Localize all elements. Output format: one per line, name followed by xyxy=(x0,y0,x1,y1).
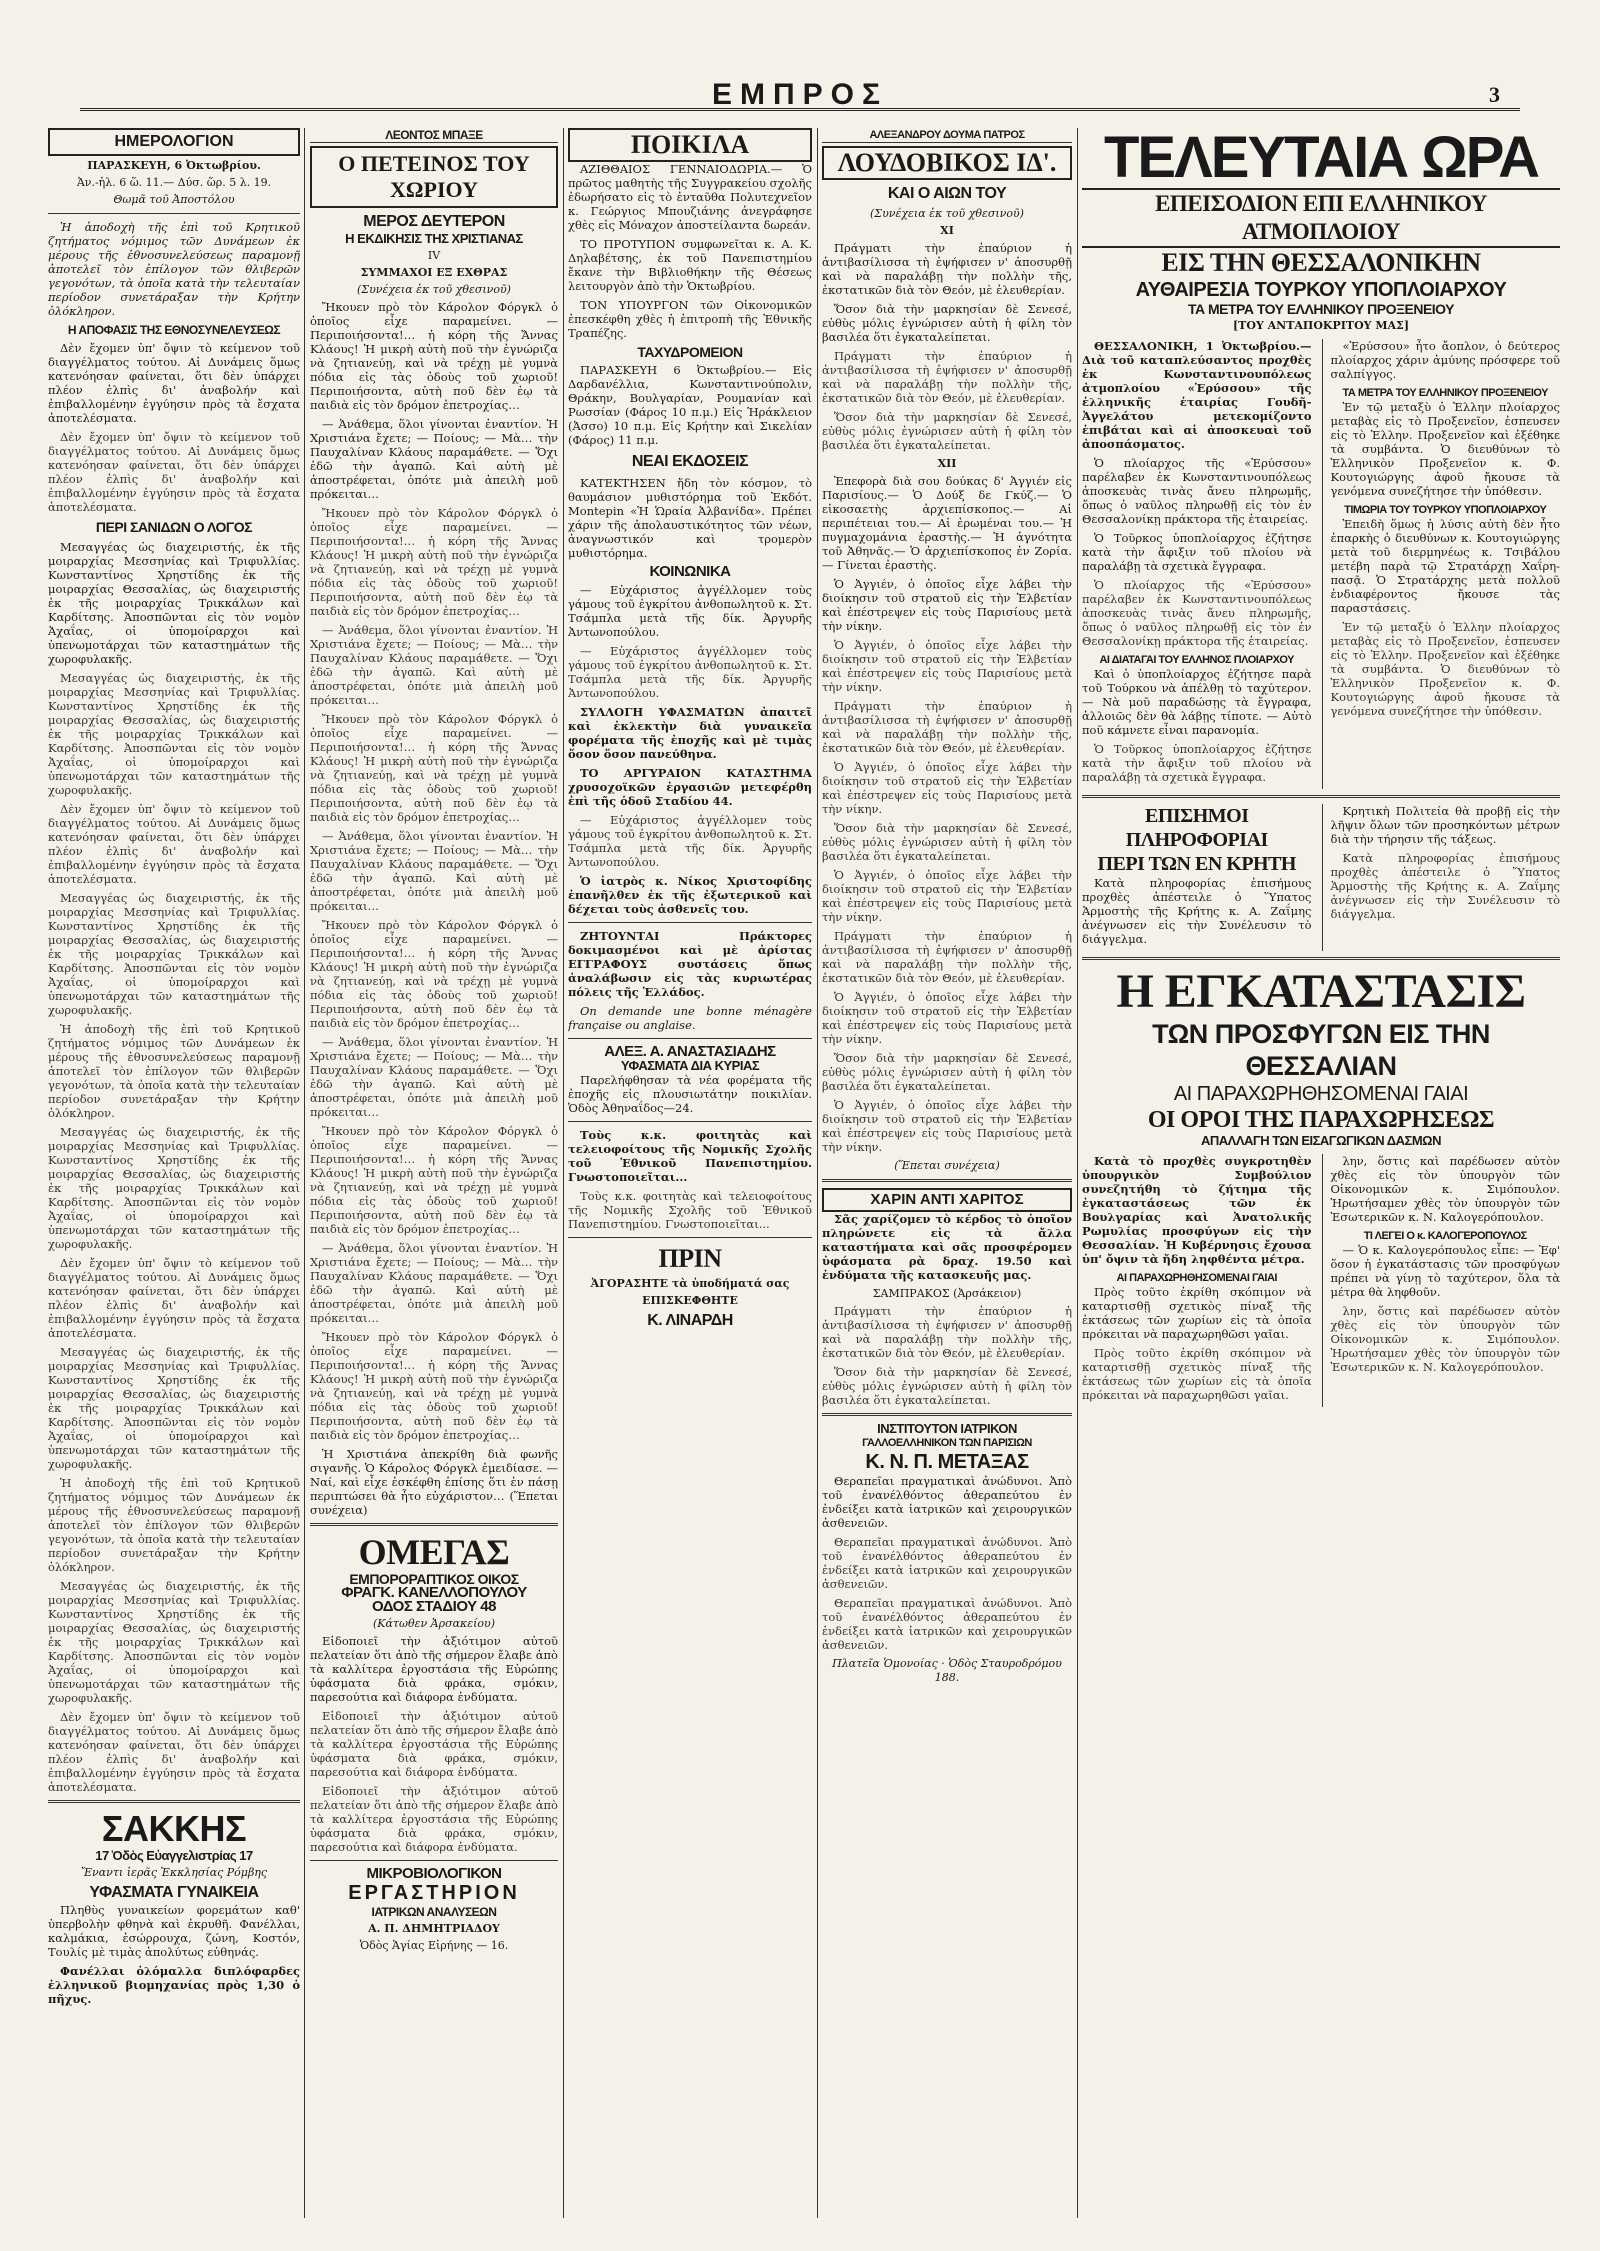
divider xyxy=(822,1179,1072,1182)
serial2-title: ΛΟΥΔΟΒΙΚΟΣ ΙΔ'. xyxy=(822,146,1072,180)
article-text: Ἡ ἀποδοχὴ τῆς ἐπὶ τοῦ Κρητικοῦ ζητήματος νόμιμος τῶν Δυνάμεων ἐκ μέρους τῆς ἐθνοσυνελεύσεως παραμονῇ ἀποτελεῖ τὸν ἐπίλογον τῶν θλιβερῶν γεγονότων, τὰ ὁποῖα κατὰ τὴν τελευταίαν περίοδον συνετάραξαν τὴν Κρήτην ὁλόκληρον. xyxy=(48,1476,300,1574)
article-text: ΠΑΡΑΣΚΕΥΗ 6 Ὀκτωβρίου.— Εἰς Δαρδανέλλια, Κωνσταντινούπολιν, Θράκην, Βουλγαρίαν, Ρουμανίαν καὶ Ρωσσίαν (Φάρος 10 π.μ.) Εἰς Ἡράκλειον (Ἀσσο) 10 π.μ. Εἰς Κρήτην καὶ Σικελίαν (Φάρος) 11 π.μ. xyxy=(568,363,812,447)
article-text: λην, ὅστις καὶ παρέδωσεν αὐτὸν χθὲς εἰς τὸν ὑπουργὸν τῶν Οἰκονομικῶν κ. Σιμόπουλον. Ἠρωτήσαμεν χθὲς τὸν ὑπουργὸν τῶν Ἐσωτερικῶν κ. Ν. Καλογερόπουλον. xyxy=(1330,1304,1560,1374)
article-text: Ὁ Τοῦρκος ὑποπλοίαρχος ἐζήτησε κατὰ τὴν ἄφιξιν τοῦ πλοίου νὰ παραλάβῃ τὰ σχετικὰ ἔγγραφα. xyxy=(1082,531,1312,573)
calendar-sun: Ἀν.-ἡλ. 6 ὥ. 11.— Δύσ. ὥρ. 5 λ. 19. xyxy=(76,176,272,189)
article-text: Πράγματι τὴν ἐπαύριον ἡ ἀντιβασίλισσα τὴ ἐψήφισεν ν' ἀποσυρθῇ καὶ νὰ παραλάβῃ τὴν πολλὴν τῆς, ἐκστατικῶν διὰ τὸν Θεόν, μὲ ἐλευθερίαν. xyxy=(822,699,1072,755)
article-text: Δὲν ἔχομεν ὑπ' ὄψιν τὸ κείμενον τοῦ διαγγέλματος τούτου. Αἱ Δυνάμεις ὅμως κατενόησαν φαίνεται, ὅτι δὲν ὑπάρχει πλέον ἐλπὶς δι' ἀναβολήν καὶ ἐπιβαλλομένην ἐγγύησιν πρὸς τὰ ἔσχατα ἀποτελέσματα. xyxy=(48,1256,300,1340)
late-news-body xyxy=(1082,339,1560,789)
article-text: Κρητικὴ Πολιτεία θὰ προβῇ εἰς τὴν λῆψιν ὅλων τῶν προσηκόντων μέτρων διὰ τὴν τήρησιν τῆς τάξεως. xyxy=(1330,804,1560,846)
late-news-right xyxy=(1322,339,1561,789)
column-rule xyxy=(817,128,818,2218)
ad-omegas-address: ΟΔΟΣ ΣΤΑΔΙΟΥ 48 xyxy=(372,1598,496,1615)
article-text: λην, ὅστις καὶ παρέδωσεν αὐτὸν χθὲς εἰς τὸν ὑπουργὸν τῶν Οἰκονομικῶν κ. Σιμόπουλον. Ἠρωτήσαμεν χθὲς τὸν ὑπουργὸν τῶν Ἐσωτερικῶν κ. Ν. Καλογερόπουλον. xyxy=(1330,1154,1560,1224)
masthead xyxy=(0,0,1600,120)
article-text: Πρὸς τοῦτο ἐκρίθη σκόπιμον νὰ καταρτισθῇ σχετικὸς πίναξ τῆς ἐκτάσεως τῶν χωρίων εἰς τὰ ὁποῖα πρόκειται νὰ παραχωρηθῶσι γαῖαι. xyxy=(1082,1285,1312,1341)
article-text: Μεσαγγέας ὡς διαχειριστής, ἐκ τῆς μοιραρχίας Μεσσηνίας καὶ Τριφυλλίας. Κωνσταντίνος Χρηστίδης ἐκ τῆς μοιραρχίας Θεσσαλίας, ὡς διαχειριστής ἐκ τῆς μοιραρχίας Τρικκάλων καὶ Καρδίτσης. Ἀποσπῶνται εἰς τὸν νομὸν Ἀχαΐας, οἱ ὑπομοίραρχοι καὶ ὑπενωμοτάρχαι τῶν καταστημάτων τῆς χωροφυλακῆς. xyxy=(48,671,300,797)
article-text: Δὲν ἔχομεν ὑπ' ὄψιν τὸ κείμενον τοῦ διαγγέλματος τούτου. Αἱ Δυνάμεις ὅμως κατενόησαν φαίνεται, ὅτι δὲν ὑπάρχει πλέον ἐλπὶς δι' ἀναβολήν καὶ ἐπιβαλλομένην ἐγγύησιν πρὸς τὰ ἔσχατα ἀποτελέσματα. xyxy=(48,1710,300,1794)
article-text: Ὅσον διὰ τὴν μαρκησίαν δὲ Σενεσέ, εὐθὺς μόλις ἐγνώρισεν αὐτὴ ἡ φίλη τὸν βασιλέα ὅτι ἐγκαταλείπεται. xyxy=(822,1365,1072,1407)
article-text: Δὲν ἔχομεν ὑπ' ὄψιν τὸ κείμενον τοῦ διαγγέλματος τούτου. Αἱ Δυνάμεις ὅμως κατενόησαν φαίνεται, ὅτι δὲν ὑπάρχει πλέον ἐλπὶς δι' ἀναβολήν καὶ ἐπιβαλλομένην ἐγγύησιν πρὸς τὰ ἔσχατα ἀποτελέσματα. xyxy=(48,802,300,886)
ad-omegas-body: Εἰδοποιεῖ τὴν ἀξιότιμον αὐτοῦ πελατείαν ὅτι ἀπὸ τῆς σήμερον ἔλαβε ἀπὸ τὰ καλλίτερα ἐργοστάσια τῆς Εὐρώπης ὑφάσματα διὰ φράκα, σμόκιν, παρεσούτια καὶ διάφορα ἐνδύματα. xyxy=(310,1709,558,1779)
article-text: Ἐπεφορὰ διὰ σου δούκας δ' Ἀγγιέν εἰς Παρισίους.— Ὁ Δούξ δε Γκύζ.— Ὁ εἰκοσαετὴς ἀρχιεπίσκοπος.— Αἱ περιπέτειαι του.— Αἱ ἐρωμέναι του.— Ἡ πυγμαχομάνια ἐραστὴς.— Ἡ ἀγνότητα τοῦ Ἀθηνᾶς.— Ὁ ἀρχιεπίσκοπος ἐν Ζορία.— Γίνεται ἐραστὴς. xyxy=(822,474,1072,572)
miscellany-header: ΠΟΙΚΙΛΑ xyxy=(568,128,812,162)
ad-anastasiadis-title: ΑΛΕΞ. Α. ΑΝΑΣΤΑΣΙΑΔΗΣ xyxy=(604,1043,776,1060)
newspaper-name: ΕΜΠΡΟΣ xyxy=(711,78,888,111)
section-heading: ΤΑΧΥΔΡΟΜΕΙΟΝ xyxy=(637,344,743,360)
headline-refugees-sub4: ΑΠΑΛΛΑΓΗ ΤΩΝ ΕΙΣΑΓΩΓΙΚΩΝ ΔΑΣΜΩΝ xyxy=(1201,1133,1441,1148)
article-text: Πρὸς τοῦτο ἐκρίθη σκόπιμον νὰ καταρτισθῇ σχετικὸς πίναξ τῆς ἐκτάσεως τῶν χωρίων εἰς τὰ ὁποῖα πρόκειται νὰ παραχωρηθῶσι γαῖαι. xyxy=(1082,1346,1312,1402)
column-rule xyxy=(1077,128,1078,2218)
article-text: — Εὐχάριστος ἀγγέλλομεν τοὺς γάμους τοῦ ἐγκρίτου ἀνθοπωλητοῦ κ. Στ. Τσάμπλα μετὰ τῆς δίκ. Ἀργυρῆς Ἀντωνοπούλου. xyxy=(568,583,812,639)
headline-main: ΤΕΛΕΥΤΑΙΑ ΩΡΑ xyxy=(1103,128,1539,190)
serial-part: ΜΕΡΟΣ ΔΕΥΤΕΡΟΝ xyxy=(363,213,505,230)
serial2-subtitle: ΚΑΙ Ο ΑΙΩΝ ΤΟΥ xyxy=(887,185,1007,202)
article-text: Ἐπειδὴ ὅμως ἡ λύσις αὐτὴ δὲν ἦτο ἐπαρκὴς ὁ διευθύνων κ. Κουτογιώργης μετὰ τοῦ διερμηνέως κ. Τσιβάλου μετέβη παρὰ τῷ Στρατάρχῃ Χαΐρη-πασᾷ. Ὁ Στρατάρχης μετὰ πολλοῦ ἐνδιαφέροντος ἤκουσε τὰς παραστάσεις. xyxy=(1330,517,1560,615)
article-text: Ὅσον διὰ τὴν μαρκησίαν δὲ Σενεσέ, εὐθὺς μόλις ἐγνώρισεν αὐτὴ ἡ φίλη τὸν βασιλέα ὅτι ἐγκαταλείπεται. xyxy=(822,1051,1072,1093)
article-text: Ἡ ἀποδοχὴ τῆς ἐπὶ τοῦ Κρητικοῦ ζητήματος νόμιμος τῶν Δυνάμεων ἐκ μέρους τῆς ἐθνοσυνελεύσεως παραμονῇ ἀποτελεῖ τὸν ἐπίλογον τῶν θλιβερῶν γεγονότων, τὰ ὁποῖα κατὰ τὴν τελευταίαν περίοδον συνετάραξαν τὴν Κρήτην ὁλόκληρον. xyxy=(48,1022,300,1120)
ad-text: ΖΗΤΟΥΝΤΑΙ Πράκτορες δοκιμασμένοι καὶ μὲ ἀρίστας ΕΓΓΡΑΦΟΥΣ συστάσεις ὅπως ἀναλάβωσιν εἰς τὰς κυριωτέρας πόλεις τῆς Ἑλλάδος. xyxy=(568,929,812,999)
article-text: — Εὐχάριστος ἀγγέλλομεν τοὺς γάμους τοῦ ἐγκρίτου ἀνθοπωλητοῦ κ. Στ. Τσάμπλα μετὰ τῆς δίκ. Ἀργυρῆς Ἀντωνοπούλου. xyxy=(568,644,812,700)
article-text: Δὲν ἔχομεν ὑπ' ὄψιν τὸ κείμενον τοῦ διαγγέλματος τούτου. Αἱ Δυνάμεις ὅμως κατενόησαν φαίνεται, ὅτι δὲν ὑπάρχει πλέον ἐλπὶς δι' ἀναβολήν καὶ ἐπιβαλλομένην ἐγγύησιν πρὸς τὰ ἔσχατα ἀποτελέσματα. xyxy=(48,341,300,425)
serial-continuation: (Συνέχεια ἐκ τοῦ χθεσινοῦ) xyxy=(357,283,511,296)
article-text: Ὁ Ἀγγιέν, ὁ ὁποῖος εἶχε λάβει τὴν διοίκησιν τοῦ στρατοῦ εἰς τὴν Ἑλβετίαν καὶ ἐπέστρεψεν εἰς τοὺς Παρισίους μετὰ τὴν νίκην. xyxy=(822,577,1072,633)
divider xyxy=(822,1413,1072,1416)
headline-refugees-sub2: ΑΙ ΠΑΡΑΧΩΡΗΘΗΣΟΜΕΝΑΙ ΓΑΙΑΙ xyxy=(1173,1083,1469,1105)
serial2-chapter: XI xyxy=(940,224,954,237)
article-text: Ἤκουεν πρὸ τὸν Κάρολον Φόργκλ ὁ ὁποῖος εἶχε παραμείνει. — Περιποιήσοντα!… ἡ κόρη τῆς Ἄννας Κλάους! Ἡ μικρὴ αὐτὴ ποῦ τὴν ἐγνώριζα νὰ ζητιανεύῃ, καὶ νὰ τρέχῃ μὲ γυμνὰ πόδια εἰς τὰς ὁδοὺς τοῦ χωριοῦ! Περιποιήσοντα, αὐτὴ ποῦ δὲν ἐῳ τὰ παιδιὰ εἰς τὸν δρόμον ἐπετροχίας… xyxy=(310,712,558,824)
article-text: Ἡ ἀποδοχὴ τῆς ἐπὶ τοῦ Κρητικοῦ ζητήματος νόμιμος τῶν Δυνάμεων ἐκ μέρους τῆς ἐθνοσυνελεύσεως παραμονῇ ἀποτελεῖ τὸν ἐπίλογον τῶν θλιβερῶν γεγονότων, τὰ ὁποῖα κατὰ τὴν τελευταίαν περίοδον συνετάραξαν τὴν Κρήτην ὁλόκληρον. xyxy=(48,220,300,318)
column-late-news xyxy=(1082,128,1560,2218)
ad-omegas-name: ΦΡΑΓΚ. ΚΑΝΕΛΛΟΠΟΥΛΟΥ xyxy=(341,1584,527,1601)
article-text: Μεσαγγέας ὡς διαχειριστής, ἐκ τῆς μοιραρχίας Μεσσηνίας καὶ Τριφυλλίας. Κωνσταντίνος Χρηστίδης ἐκ τῆς μοιραρχίας Θεσσαλίας, ὡς διαχειριστής ἐκ τῆς μοιραρχίας Τρικκάλων καὶ Καρδίτσης. Ἀποσπῶνται εἰς τὸν νομὸν Ἀχαΐας, οἱ ὑπομοίραρχοι καὶ ὑπενωμοτάρχαι τῶν καταστημάτων τῆς χωροφυλακῆς. xyxy=(48,540,300,666)
serial2-end: (Ἕπεται συνέχεια) xyxy=(894,1159,1000,1172)
article-text: Ἤκουεν πρὸ τὸν Κάρολον Φόργκλ ὁ ὁποῖος εἶχε παραμείνει. — Περιποιήσοντα!… ἡ κόρη τῆς Ἄννας Κλάους! Ἡ μικρὴ αὐτὴ ποῦ τὴν ἐγνώριζα νὰ ζητιανεύῃ, καὶ νὰ τρέχῃ μὲ γυμνὰ πόδια εἰς τὰς ὁδοὺς τοῦ χωριοῦ! Περιποιήσοντα, αὐτὴ ποῦ δὲν ἐῳ τὰ παιδιὰ εἰς τὸν δρόμον ἐπετροχίας… xyxy=(310,1330,558,1442)
ad-prin-sub2: ΕΠΙΣΚΕΦΘΗΤΕ xyxy=(642,1294,738,1307)
section-heading: ΤΙ ΛΕΓΕΙ Ο κ. ΚΑΛΟΓΕΡΟΠΟΥΛΟΣ xyxy=(1363,1230,1527,1242)
article-text: Μεσαγγέας ὡς διαχειριστής, ἐκ τῆς μοιραρχίας Μεσσηνίας καὶ Τριφυλλίας. Κωνσταντίνος Χρηστίδης ἐκ τῆς μοιραρχίας Θεσσαλίας, ὡς διαχειριστής ἐκ τῆς μοιραρχίας Τρικκάλων καὶ Καρδίτσης. Ἀποσπῶνται εἰς τὸν νομὸν Ἀχαΐας, οἱ ὑπομοίραρχοι καὶ ὑπενωμοτάρχαι τῶν καταστημάτων τῆς χωροφυλακῆς. xyxy=(48,1125,300,1251)
article-text: Κατὰ πληροφορίας ἐπισήμους προχθὲς ἀπέστειλε ὁ Ὕπατος Ἁρμοστὴς τῆς Κρήτης κ. Α. Ζαΐμης ἀνέγνωσεν εἰς τὴν Συνέλευσιν τὸ διάγγελμα. xyxy=(1082,876,1312,946)
serial2-chapter2: XII xyxy=(937,457,957,470)
headline-sub1: ΕΠΕΙΣΟΔΙΟΝ ΕΠΙ ΕΛΛΗΝΙΚΟΥ ΑΤΜΟΠΛΟΙΟΥ xyxy=(1082,188,1560,248)
ad-text: Ὁ ἰατρὸς κ. Νίκος Χριστοφίδης ἐπανῆλθεν ἐκ τῆς ἐξωτερικοῦ καὶ δέχεται τοὺς ἀσθενεῖς του. xyxy=(568,874,812,916)
headline-sub2: ΕΙΣ ΤΗΝ ΘΕΣΣΑΛΟΝΙΚΗΝ xyxy=(1161,248,1481,277)
article-text: Ὁ Ἀγγιέν, ὁ ὁποῖος εἶχε λάβει τὴν διοίκησιν τοῦ στρατοῦ εἰς τὴν Ἑλβετίαν καὶ ἐπέστρεψεν εἰς τοὺς Παρισίους μετὰ τὴν νίκην. xyxy=(822,868,1072,924)
serial-author: ΛΕΟΝΤΟΣ ΜΠΑΞΕ xyxy=(310,128,558,143)
divider xyxy=(1082,957,1560,960)
ad-prin-sub: ἈΓΟΡΑΣΗΤΕ τὰ ὑποδήματά σας xyxy=(590,1277,790,1290)
article-text: Ὁ Ἀγγιέν, ὁ ὁποῖος εἶχε λάβει τὴν διοίκησιν τοῦ στρατοῦ εἰς τὴν Ἑλβετίαν καὶ ἐπέστρεψεν εἰς τοὺς Παρισίους μετὰ τὴν νίκην. xyxy=(822,1098,1072,1154)
ad-anastasiadis-body: Παρελήφθησαν τὰ νέα φορέματα τῆς ἐποχῆς εἰς πλουσιωτάτην ποικιλίαν. Ὁδὸς Ἀθηναΐδος—24. xyxy=(568,1073,812,1115)
divider xyxy=(568,1038,812,1039)
column-calendar xyxy=(48,128,300,2218)
article-text: Ὁ πλοίαρχος τῆς «Ἐρύσσου» παρέλαβεν ἐκ Κωνσταντινουπόλεως ἀποσκευὰς τινὰς ἄνευ πληρωμῆς, ὅπως ὁ ναῦλος πληρωθῇ εἰς τὸν ἐν Θεσσαλονίκῃ πράκτορα τῆς ἑταιρείας. xyxy=(1082,456,1312,526)
article-text: — Ἀνάθεμα, ὅλοι γίνονται ἐναντίον. Ἡ Χριστιάνα ἔχετε; — Ποίους; — Μὰ… τὴν Παυχαλίναν Κλάους παραμάθετε. — Ὅχι ἐδῶ τὴν ἀγαπῶ. Καὶ αὐτὴ μὲ ἀποστρέφεται, ὁπότε μιὰ ἀπειλὴ μοῦ πρόκειται… xyxy=(310,829,558,913)
serial2-continuation: (Συνέχεια ἐκ τοῦ χθεσινοῦ) xyxy=(870,207,1024,220)
ad-institute-title2: ΓΑΛΛΟΕΛΛΗΝΙΚΟΝ ΤΩΝ ΠΑΡΙΣΙΩΝ xyxy=(862,1437,1032,1449)
column-rule xyxy=(563,128,564,2218)
ad-lab-address: Ὁδὸς Ἁγίας Εἰρήνης — 16. xyxy=(359,1939,509,1952)
article-text: Πράγματι τὴν ἐπαύριον ἡ ἀντιβασίλισσα τὴ ἐψήφισεν ν' ἀποσυρθῇ καὶ νὰ παραλάβῃ τὴν πολλὴν τῆς, ἐκστατικῶν διὰ τὸν Θεόν, μὲ ἐλευθερίαν. xyxy=(822,1304,1072,1360)
serial-chapter-title: ΣΥΜΜΑΧΟΙ ΕΞ ΕΧΘΡΑΣ xyxy=(360,266,508,279)
divider xyxy=(568,1121,812,1122)
section-heading: Η ΑΠΟΦΑΣΙΣ ΤΗΣ ΕΘΝΟΣΥΝΕΛΕΥΣΕΩΣ xyxy=(67,323,281,337)
section-heading: ΤΑ ΜΕΤΡΑ ΤΟΥ ΕΛΛΗΝΙΚΟΥ ΠΡΟΞΕΝΕΙΟΥ xyxy=(1342,387,1549,399)
article-text: Ἐν τῷ μεταξὺ ὁ Ἑλλην πλοίαρχος μεταβὰς εἰς τὸ Προξενεῖον, ἐσπευσεν εἰς τὸ Ἑλλην. Προξενεῖον καὶ ἐξέθηκε τὰ συμβάντα. Ὁ διευθύνων τὸ Ἑλληνικὸν Προξενεῖον κ. Φ. Κουτογιώργης ἀφοῦ ἤκουσε τὰ γενόμενα συνεζήτησε τὴν ὑπόθεσιν. xyxy=(1330,620,1560,718)
ad-sakkis-headline: ΥΦΑΣΜΑΤΑ ΓΥΝΑΙΚΕΙΑ xyxy=(89,1884,259,1901)
article-text: Ὁ Ἀγγιέν, ὁ ὁποῖος εἶχε λάβει τὴν διοίκησιν τοῦ στρατοῦ εἰς τὴν Ἑλβετίαν καὶ ἐπέστρεψεν εἰς τοὺς Παρισίους μετὰ τὴν νίκην. xyxy=(822,638,1072,694)
calendar-feast: Θωμᾶ τοῦ Ἀποστόλου xyxy=(113,193,235,206)
ad-lab-name: Α. Π. ΔΗΜΗΤΡΙΑΔΟΥ xyxy=(368,1922,500,1935)
column-miscellany xyxy=(568,128,812,2218)
ad-omegas-body: Εἰδοποιεῖ τὴν ἀξιότιμον αὐτοῦ πελατείαν ὅτι ἀπὸ τῆς σήμερον ἔλαβε ἀπὸ τὰ καλλίτερα ἐργοστάσια τῆς Εὐρώπης ὑφάσματα διὰ φράκα, σμόκιν, παρεσούτια καὶ διάφορα ἐνδύματα. xyxy=(310,1634,558,1704)
crete-box xyxy=(1082,804,1312,951)
article-text: Ὁ Ἀγγιέν, ὁ ὁποῖος εἶχε λάβει τὴν διοίκησιν τοῦ στρατοῦ εἰς τὴν Ἑλβετίαν καὶ ἐπέστρεψεν εἰς τοὺς Παρισίους μετὰ τὴν νίκην. xyxy=(822,990,1072,1046)
article-text: Ὁ Τοῦρκος ὑποπλοίαρχος ἐζήτησε κατὰ τὴν ἄφιξιν τοῦ πλοίου νὰ παραλάβῃ τὰ σχετικὰ ἔγγραφα. xyxy=(1082,742,1312,784)
article-text: Ἤκουεν πρὸ τὸν Κάρολον Φόργκλ ὁ ὁποῖος εἶχε παραμείνει. — Περιποιήσοντα!… ἡ κόρη τῆς Ἄννας Κλάους! Ἡ μικρὴ αὐτὴ ποῦ τὴν ἐγνώριζα νὰ ζητιανεύῃ, καὶ νὰ τρέχῃ μὲ γυμνὰ πόδια εἰς τὰς ὁδοὺς τοῦ χωριοῦ! Περιποιήσοντα, αὐτὴ ποῦ δὲν ἐῳ τὰ παιδιὰ εἰς τὸν δρόμον ἐπετροχίας… xyxy=(310,506,558,618)
article-text: Δὲν ἔχομεν ὑπ' ὄψιν τὸ κείμενον τοῦ διαγγέλματος τούτου. Αἱ Δυνάμεις ὅμως κατενόησαν φαίνεται, ὅτι δὲν ὑπάρχει πλέον ἐλπὶς δι' ἀναβολήν καὶ ἐπιβαλλομένην ἐγγύησιν πρὸς τὰ ἔσχατα ἀποτελέσματα. xyxy=(48,430,300,514)
article-text: ΑΖΙΘΘΑΙΟΣ ΓΕΝΝΑΙΟΔΩΡΙΑ.— Ὁ πρῶτος μαθητὴς τῆς Συγγρακείου σχολῆς ἐδωρήσατο εἰς τὸ ἐνταῦθα Πολυτεχνεῖον κ. Γεώργιος Μπουζιάνης ἀνεγράφησε χθὲς εἰς Μόναχον ἀποστείλαντα δωρεάν. xyxy=(568,162,812,232)
article-text: — Ἀνάθεμα, ὅλοι γίνονται ἐναντίον. Ἡ Χριστιάνα ἔχετε; — Ποίους; — Μὰ… τὴν Παυχαλίναν Κλάους παραμάθετε. — Ὅχι ἐδῶ τὴν ἀγαπῶ. Καὶ αὐτὴ μὲ ἀποστρέφεται, ὁπότε μιὰ ἀπειλὴ μοῦ πρόκειται… xyxy=(310,623,558,707)
ad-text: Τοὺς κ.κ. φοιτητὰς καὶ τελειοφοίτους τῆς Νομικῆς Σχολῆς τοῦ Ἐθνικοῦ Πανεπιστημίου. Γνωστοποιεῖται... xyxy=(568,1128,812,1184)
article-text: Ἤκουεν πρὸ τὸν Κάρολον Φόργκλ ὁ ὁποῖος εἶχε παραμείνει. — Περιποιήσοντα!… ἡ κόρη τῆς Ἄννας Κλάους! Ἡ μικρὴ αὐτὴ ποῦ τὴν ἐγνώριζα νὰ ζητιανεύῃ, καὶ νὰ τρέχῃ μὲ γυμνὰ πόδια εἰς τὰς ὁδοὺς τοῦ χωριοῦ! Περιποιήσοντα, αὐτὴ ποῦ δὲν ἐῳ τὰ παιδιὰ εἰς τὸν δρόμον ἐπετροχίας… xyxy=(310,300,558,412)
divider xyxy=(568,1237,812,1238)
ad-lab-sub: ΕΡΓΑΣΤΗΡΙΟΝ xyxy=(348,1882,520,1904)
ad-charin-sign: ΣΑΜΠΡΑΚΟΣ (Ἀρσάκειον) xyxy=(872,1287,1022,1300)
ad-anastasiadis-sub: ΥΦΑΣΜΑΤΑ ΔΙΑ ΚΥΡΙΑΣ xyxy=(620,1058,760,1073)
article-text: Ὁ Ἀγγιέν, ὁ ὁποῖος εἶχε λάβει τὴν διοίκησιν τοῦ στρατοῦ εἰς τὴν Ἑλβετίαν καὶ ἐπέστρεψεν εἰς τοὺς Παρισίους μετὰ τὴν νίκην. xyxy=(822,760,1072,816)
article-text: — Ὁ κ. Καλογερόπουλος εἶπε: — Ἐφ' ὅσον ἡ ἐγκατάστασις τῶν προσφύγων πρέπει νὰ γίνῃ τὸ ταχύτερον, ὅλα τὰ μέτρα θὰ ληφθοῦν. xyxy=(1330,1243,1560,1299)
refugees-left xyxy=(1082,1154,1312,1407)
crete-title2: ΠΕΡΙ ΤΩΝ ΕΝ ΚΡΗΤΗ xyxy=(1097,853,1296,875)
ad-omegas-title: ΟΜΕΓΑΣ xyxy=(358,1532,510,1572)
article-text: Ἐν τῷ μεταξὺ ὁ Ἑλλην πλοίαρχος μεταβὰς εἰς τὸ Προξενεῖον, ἐσπευσεν εἰς τὸ Ἑλλην. Προξενεῖον καὶ ἐξέθηκε τὰ συμβάντα. Ὁ διευθύνων τὸ Ἑλληνικὸν Προξενεῖον κ. Φ. Κουτογιώργης ἀφοῦ ἤκουσε τὰ γενόμενα συνεζήτησε τὴν ὑπόθεσιν. xyxy=(1330,400,1560,498)
ad-text: ΣΥΛΛΟΓΗ ΥΦΑΣΜΑΤΩΝ ἀπαιτεῖ καὶ ἐκλεκτὴν διὰ γυναικεῖα φορέματα τῆς ἐποχῆς καὶ μὲ τιμὰς ὅσον ὅσον πανεύθηνα. xyxy=(568,705,812,761)
article-text: Καὶ ὁ ὑποπλοίαρχος ἐζήτησε παρὰ τοῦ Τούρκου νὰ ἀπέλθῃ τὸ ταχύτερον. — Νὰ μοῦ παραδώσῃς τὰ ἔγγραφα, ἀλλοιῶς δὲν θὰ λάβῃς τίποτε. — Αὐτὸ ποῦ κάμνετε εἶναι παρανομία. xyxy=(1082,667,1312,737)
serial-title: Ο ΠΕΤΕΙΝΟΣ ΤΟΥ ΧΩΡΙΟΥ xyxy=(310,146,558,208)
ad-sakkis-price: Φανέλλαι ὁλόμαλλα διπλόφαρδες ἐλληνικοῦ βιομηχανίας πρὸς 1,30 ὁ πῆχυς. xyxy=(48,1964,300,2006)
ad-prin-title: ΠΡΙΝ xyxy=(658,1244,722,1273)
refugees-body xyxy=(1082,1154,1560,1407)
ad-prin-name: Κ. ΛΙΝΑΡΔΗ xyxy=(647,1312,733,1329)
article-text: Ὁ πλοίαρχος τῆς «Ἐρύσσου» παρέλαβεν ἐκ Κωνσταντινουπόλεως ἀποσκευὰς τινὰς ἄνευ πληρωμῆς, ὅπως ὁ ναῦλος πληρωθῇ εἰς τὸν ἐν Θεσσαλονίκῃ πράκτορα τῆς ἑταιρείας. xyxy=(1082,578,1312,648)
section-heading: ΠΕΡΙ ΣΑΝΙΔΩΝ Ο ΛΟΓΟΣ xyxy=(95,519,253,535)
article-text: ΤΟΝ ΥΠΟΥΡΓΟΝ τῶν Οἰκονομικῶν ἐπεσκέφθη χθὲς ἡ ἐπιτροπὴ τῆς Ἐθνικῆς Τραπέζης. xyxy=(568,298,812,340)
ad-sakkis-address: 17 Ὁδὸς Εὐαγγελιστρίας 17 xyxy=(95,1848,253,1863)
article-text: «Ἐρύσσου» ἦτο ἄοπλον, ὁ δεύτερος πλοίαρχος χάριν ἀμύνης πρόσφερε τοῦ σαλπίγγος. xyxy=(1330,339,1560,381)
ad-sakkis-sub: Ἔναντι ἱερᾶς Ἐκκλησίας Ρόμβης xyxy=(80,1866,268,1879)
column-rule xyxy=(304,128,305,2218)
divider xyxy=(568,922,812,923)
crete-section xyxy=(1082,804,1560,951)
calendar-date: ΠΑΡΑΣΚΕΥΗ, 6 Ὀκτωβρίου. xyxy=(87,159,261,172)
ad-omegas-note: (Κάτωθεν Ἀρσακείου) xyxy=(372,1617,496,1630)
refugees-right xyxy=(1322,1154,1561,1407)
late-news-left xyxy=(1082,339,1312,789)
headline-sub4: ΤΑ ΜΕΤΡΑ ΤΟΥ ΕΛΛΗΝΙΚΟΥ ΠΡΟΞΕΝΕΙΟΥ xyxy=(1187,301,1455,317)
ad-text: Τοὺς κ.κ. φοιτητὰς καὶ τελειοφοίτους τῆς Νομικῆς Σχολῆς τοῦ Ἐθνικοῦ Πανεπιστημίου. Γνωστοποιεῖται... xyxy=(568,1189,812,1231)
ad-omegas-body: Εἰδοποιεῖ τὴν ἀξιότιμον αὐτοῦ πελατείαν ὅτι ἀπὸ τῆς σήμερον ἔλαβε ἀπὸ τὰ καλλίτερα ἐργοστάσια τῆς Εὐρώπης ὑφάσματα διὰ φράκα, σμόκιν, παρεσούτια καὶ διάφορα ἐνδύματα. xyxy=(310,1784,558,1854)
headline-sub3: ΑΥΘΑΙΡΕΣΙΑ ΤΟΥΡΚΟΥ ΥΠΟΠΛΟΙΑΡΧΟΥ xyxy=(1135,279,1507,301)
article-text: Πράγματι τὴν ἐπαύριον ἡ ἀντιβασίλισσα τὴ ἐψήφισεν ν' ἀποσυρθῇ καὶ νὰ παραλάβῃ τὴν πολλὴν τῆς, ἐκστατικῶν διὰ τὸν Θεόν, μὲ ἐλευθερίαν. xyxy=(822,349,1072,405)
divider xyxy=(1082,795,1560,798)
article-text: — Ἀνάθεμα, ὅλοι γίνονται ἐναντίον. Ἡ Χριστιάνα ἔχετε; — Ποίους; — Μὰ… τὴν Παυχαλίναν Κλάους παραμάθετε. — Ὅχι ἐδῶ τὴν ἀγαπῶ. Καὶ αὐτὴ μὲ ἀποστρέφεται, ὁπότε μιὰ ἀπειλὴ μοῦ πρόκειται… xyxy=(310,1035,558,1119)
crete-title: ΕΠΙΣΗΜΟΙ ΠΛΗΡΟΦΟΡΙΑΙ xyxy=(1125,805,1268,851)
article-text: ΚΑΤΕΚΤΗΣΕΝ ἤδη τὸν κόσμον, τὸ θαυμάσιον μυθιστόρημα τοῦ Ἐκδότ. Montepin «Ἡ Ὡραία Ἀλβανίδα». Πρέπει χάριν τῆς ἀπολαυστικότητος τῶν νέων, ἀναγνωστικόν καὶ τρομερὸν μυθιστόρημα. xyxy=(568,476,812,560)
article-text: Ἤκουεν πρὸ τὸν Κάρολον Φόργκλ ὁ ὁποῖος εἶχε παραμείνει. — Περιποιήσοντα!… ἡ κόρη τῆς Ἄννας Κλάους! Ἡ μικρὴ αὐτὴ ποῦ τὴν ἐγνώριζα νὰ ζητιανεύῃ, καὶ νὰ τρέχῃ μὲ γυμνὰ πόδια εἰς τὰς ὁδοὺς τοῦ χωριοῦ! Περιποιήσοντα, αὐτὴ ποῦ δὲν ἐῳ τὰ παιδιὰ εἰς τὸν δρόμον ἐπετροχίας… xyxy=(310,918,558,1030)
section-heading: ΑΙ ΔΙΑΤΑΓΑΙ ΤΟΥ ΕΛΛΗΝΟΣ ΠΛΟΙΑΡΧΟΥ xyxy=(1099,654,1295,666)
ad-charin-body: Σᾶς χαρίζομεν τὸ κέρδος τὸ ὁποῖον πληρώνετε εἰς τὰ ἄλλα καταστήματα καὶ σᾶς προσφέρομεν ὑφάσματα ρὰ δραχ. 19.50 καὶ ἐνδύματα τῆς κατασκευῆς μας. xyxy=(822,1212,1072,1282)
ad-sakkis-title: ΣΑΚΚΗΣ xyxy=(101,1808,247,1849)
article-text: — Εὐχάριστος ἀγγέλλομεν τοὺς γάμους τοῦ ἐγκρίτου ἀνθοπωλητοῦ κ. Στ. Τσάμπλα μετὰ τῆς δίκ. Ἀργυρῆς Ἀντωνοπούλου. xyxy=(568,813,812,869)
ad-text: On demande une bonne ménagère française ou anglaise. xyxy=(568,1004,812,1032)
ad-institute-name: Κ. Ν. Π. ΜΕΤΑΞΑΣ xyxy=(865,1451,1029,1473)
headline-refugees: Η ΕΓΚΑΤΑΣΤΑΣΙΣ xyxy=(1116,965,1526,1018)
article-text: Πράγματι τὴν ἐπαύριον ἡ ἀντιβασίλισσα τὴ ἐψήφισεν ν' ἀποσυρθῇ καὶ νὰ παραλάβῃ τὴν πολλὴν τῆς, ἐκστατικῶν διὰ τὸν Θεόν, μὲ ἐλευθερίαν. xyxy=(822,929,1072,985)
article-text: Μεσαγγέας ὡς διαχειριστής, ἐκ τῆς μοιραρχίας Μεσσηνίας καὶ Τριφυλλίας. Κωνσταντίνος Χρηστίδης ἐκ τῆς μοιραρχίας Θεσσαλίας, ὡς διαχειριστής ἐκ τῆς μοιραρχίας Τρικκάλων καὶ Καρδίτσης. Ἀποσπῶνται εἰς τὸν νομὸν Ἀχαΐας, οἱ ὑπομοίραρχοι καὶ ὑπενωμοτάρχαι τῶν καταστημάτων τῆς χωροφυλακῆς. xyxy=(48,1345,300,1471)
ad-institute-body: Θεραπεῖαι πραγματικαὶ ἀνώδυνοι. Ἀπὸ τοῦ ἐνανέλθόντος ἀθεραπεύτου ἐν ἐνδείξει κατὰ ἰατρικῶν καὶ χειρουργικῶν ἀσθενειῶν. xyxy=(822,1596,1072,1652)
masthead-rule xyxy=(80,108,1520,111)
page-number: 3 xyxy=(1489,82,1500,107)
article-text: — Ἀνάθεμα, ὅλοι γίνονται ἐναντίον. Ἡ Χριστιάνα ἔχετε; — Ποίους; — Μὰ… τὴν Παυχαλίναν Κλάους παραμάθετε. — Ὅχι ἐδῶ τὴν ἀγαπῶ. Καὶ αὐτὴ μὲ ἀποστρέφεται, ὁπότε μιὰ ἀπειλὴ μοῦ πρόκειται… xyxy=(310,417,558,501)
serial-subtitle: Η ΕΚΔΙΚΗΣΙΣ ΤΗΣ ΧΡΙΣΤΙΑΝΑΣ xyxy=(345,231,523,246)
divider xyxy=(310,1860,558,1861)
article-text: ΘΕΣΣΑΛΟΝΙΚΗ, 1 Ὀκτωβρίου.— Διὰ τοῦ καταπλεύσαντος προχθὲς ἐκ Κωνσταντινουπόλεως ἀτμοπλοίου «Ἐρύσσου» τῆς ἑλληνικῆς ἑταιρίας Γουδῆ-Ἀγγελάτου μετεκομίζοντο ἐπιβάται καὶ αἱ ἀποσκευαὶ τοῦ ἀποσπάσματος. xyxy=(1082,339,1312,451)
ad-institute-address: Πλατεῖα Ὁμονοίας · Ὁδὸς Σταυροδρόμου 188. xyxy=(832,1657,1062,1684)
column-serial2 xyxy=(822,128,1072,2218)
divider xyxy=(310,1523,558,1526)
ad-text: ΤΟ ΑΡΓΥΡΑΙΟΝ ΚΑΤΑΣΤΗΜΑ χρυσοχοϊκῶν ἐργασιῶν μετεφέρθη ἐπὶ τῆς ὁδοῦ Σταδίου 44. xyxy=(568,766,812,808)
article-text: Κατὰ πληροφορίας ἐπισήμους προχθὲς ἀπέστειλε ὁ Ὕπατος Ἁρμοστὴς τῆς Κρήτης κ. Α. Ζαΐμης ἀνέγνωσεν εἰς τὴν Συνέλευσιν τὸ διάγγελμα. xyxy=(1330,851,1560,921)
serial2-author: ΑΛΕΞΑΝΔΡΟΥ ΔΟΥΜΑ ΠΑΤΡΟΣ xyxy=(822,128,1072,143)
article-text: Ὅσον διὰ τὴν μαρκησίαν δὲ Σενεσέ, εὐθὺς μόλις ἐγνώρισεν αὐτὴ ἡ φίλη τὸν βασιλέα ὅτι ἐγκαταλείπεται. xyxy=(822,821,1072,863)
ad-lab-line: ΙΑΤΡΙΚΩΝ ΑΝΑΛΥΣΕΩΝ xyxy=(371,1905,497,1919)
column-serial xyxy=(310,128,558,2218)
section-heading: ΑΙ ΠΑΡΑΧΩΡΗΘΗΣΟΜΕΝΑΙ ΓΑΙΑΙ xyxy=(1116,1272,1277,1284)
headline-refugees-sub3: ΟΙ ΟΡΟΙ ΤΗΣ ΠΑΡΑΧΩΡΗΣΕΩΣ xyxy=(1147,1107,1495,1133)
section-heading: ΝΕΑΙ ΕΚΔΟΣΕΙΣ xyxy=(631,453,749,470)
headline-sub5: [ΤΟΥ ΑΝΤΑΠΟΚΡΙΤΟΥ ΜΑΣ] xyxy=(1232,319,1410,332)
article-text: — Ἀνάθεμα, ὅλοι γίνονται ἐναντίον. Ἡ Χριστιάνα ἔχετε; — Ποίους; — Μὰ… τὴν Παυχαλίναν Κλάους παραμάθετε. — Ὅχι ἐδῶ τὴν ἀγαπῶ. Καὶ αὐτὴ μὲ ἀποστρέφεται, ὁπότε μιὰ ἀπειλὴ μοῦ πρόκειται… xyxy=(310,1241,558,1325)
article-text: Ὅσον διὰ τὴν μαρκησίαν δὲ Σενεσέ, εὐθὺς μόλις ἐγνώρισεν αὐτὴ ἡ φίλη τὸν βασιλέα ὅτι ἐγκαταλείπεται. xyxy=(822,410,1072,452)
ad-institute-body: Θεραπεῖαι πραγματικαὶ ἀνώδυνοι. Ἀπὸ τοῦ ἐνανέλθόντος ἀθεραπεύτου ἐν ἐνδείξει κατὰ ἰατρικῶν καὶ χειρουργικῶν ἀσθενειῶν. xyxy=(822,1535,1072,1591)
ad-lab-title: ΜΙΚΡΟΒΙΟΛΟΓΙΚΟΝ xyxy=(366,1865,502,1882)
section-heading: ΚΟΙΝΩΝΙΚΑ xyxy=(649,563,731,580)
serial-chapter: IV xyxy=(427,249,441,262)
divider xyxy=(48,213,300,214)
headline-refugees-sub: ΤΩΝ ΠΡΟΣΦΥΓΩΝ ΕΙΣ ΤΗΝ ΘΕΣΣΑΛΙΑΝ xyxy=(1152,1019,1490,1081)
section-heading: ΤΙΜΩΡΙΑ ΤΟΥ ΤΟΥΡΚΟΥ ΥΠΟΠΛΟΙΑΡΧΟΥ xyxy=(1344,504,1547,516)
crete-right xyxy=(1322,804,1561,951)
article-text: Πράγματι τὴν ἐπαύριον ἡ ἀντιβασίλισσα τὴ ἐψήφισεν ν' ἀποσυρθῇ καὶ νὰ παραλάβῃ τὴν πολλὴν τῆς, ἐκστατικῶν διὰ τὸν Θεόν, μὲ ἐλευθερίαν. xyxy=(822,241,1072,297)
calendar-header: ΗΜΕΡΟΛΟΓΙΟΝ xyxy=(48,128,300,156)
article-text: Κατὰ τὸ προχθὲς συγκροτηθὲν ὑπουργικὸν Συμβούλιον συνεζητήθη τὸ ζήτημα τῆς ἐγκαταστάσεως τῶν ἐκ Βουλγαρίας καὶ Ἀνατολικῆς Ρωμυλίας προσφύγων εἰς τὴν Θεσσαλίαν. Ἡ Κυβέρνησις ἔχουσα ὑπ' ὄψιν τὰ ἤδη ληφθέντα μέτρα. xyxy=(1082,1154,1312,1266)
article-text: Ὅσον διὰ τὴν μαρκησίαν δὲ Σενεσέ, εὐθὺς μόλις ἐγνώρισεν αὐτὴ ἡ φίλη τὸν βασιλέα ὅτι ἐγκαταλείπεται. xyxy=(822,302,1072,344)
article-text: Μεσαγγέας ὡς διαχειριστής, ἐκ τῆς μοιραρχίας Μεσσηνίας καὶ Τριφυλλίας. Κωνσταντίνος Χρηστίδης ἐκ τῆς μοιραρχίας Θεσσαλίας, ὡς διαχειριστής ἐκ τῆς μοιραρχίας Τρικκάλων καὶ Καρδίτσης. Ἀποσπῶνται εἰς τὸν νομὸν Ἀχαΐας, οἱ ὑπομοίραρχοι καὶ ὑπενωμοτάρχαι τῶν καταστημάτων τῆς χωροφυλακῆς. xyxy=(48,1579,300,1705)
ad-omegas-sub: ΕΜΠΟΡΟΡΑΠΤΙΚΟΣ ΟΙΚΟΣ xyxy=(349,1571,519,1587)
article-text: Ἤκουεν πρὸ τὸν Κάρολον Φόργκλ ὁ ὁποῖος εἶχε παραμείνει. — Περιποιήσοντα!… ἡ κόρη τῆς Ἄννας Κλάους! Ἡ μικρὴ αὐτὴ ποῦ τὴν ἐγνώριζα νὰ ζητιανεύῃ, καὶ νὰ τρέχῃ μὲ γυμνὰ πόδια εἰς τὰς ὁδοὺς τοῦ χωριοῦ! Περιποιήσοντα, αὐτὴ ποῦ δὲν ἐῳ τὰ παιδιὰ εἰς τὸν δρόμον ἐπετροχίας… xyxy=(310,1124,558,1236)
article-text: ΤΟ ΠΡΟΤΥΠΟΝ συμφωνεῖται κ. Α. Κ. Δηλαβέτσης, ἐκ τοῦ Πανεπιστημίου ἔκανε τὴν Βιβλιοθήκην τῆς Θέσεως λειτουργὸν ἀπὸ τὴν Ὁκτωβρίου. xyxy=(568,237,812,293)
ad-institute-body: Θεραπεῖαι πραγματικαὶ ἀνώδυνοι. Ἀπὸ τοῦ ἐνανέλθόντος ἀθεραπεύτου ἐν ἐνδείξει κατὰ ἰατρικῶν καὶ χειρουργικῶν ἀσθενειῶν. xyxy=(822,1474,1072,1530)
article-text: Ἡ Χριστιάνα ἀπεκρίθη διὰ φωνῆς σιγανῆς. Ὁ Κάρολος Φόργκλ ἐμειδίασε. — Ναί, καὶ εἶχε ἐσκέφθη ἐπίσης ὅτι ἐν πάσῃ περιπτώσει θὰ ἦτο εὐχάριστον… (Ἕπεται συνέχεια) xyxy=(310,1447,558,1517)
divider xyxy=(48,1800,300,1803)
ad-institute-title1: ΙΝΣΤΙΤΟΥΤΟΝ ΙΑΤΡΙΚΟΝ xyxy=(877,1421,1017,1436)
ad-charin-title: ΧΑΡΙΝ ΑΝΤΙ ΧΑΡΙΤΟΣ xyxy=(822,1188,1072,1212)
ad-sakkis-body: Πληθὺς γυναικείων φορεμάτων καθ' ὑπερβολὴν φθηνὰ καὶ ἐκρυθῆ. Φανέλλαι, καλμάκια, ἐσώρρουχα, ζώνη, Κοστόν, Τουλίς μὲ τιμὰς ἀπολύτως εὐθηνάς. xyxy=(48,1903,300,1959)
article-text: Μεσαγγέας ὡς διαχειριστής, ἐκ τῆς μοιραρχίας Μεσσηνίας καὶ Τριφυλλίας. Κωνσταντίνος Χρηστίδης ἐκ τῆς μοιραρχίας Θεσσαλίας, ὡς διαχειριστής ἐκ τῆς μοιραρχίας Τρικκάλων καὶ Καρδίτσης. Ἀποσπῶνται εἰς τὸν νομὸν Ἀχαΐας, οἱ ὑπομοίραρχοι καὶ ὑπενωμοτάρχαι τῶν καταστημάτων τῆς χωροφυλακῆς. xyxy=(48,891,300,1017)
